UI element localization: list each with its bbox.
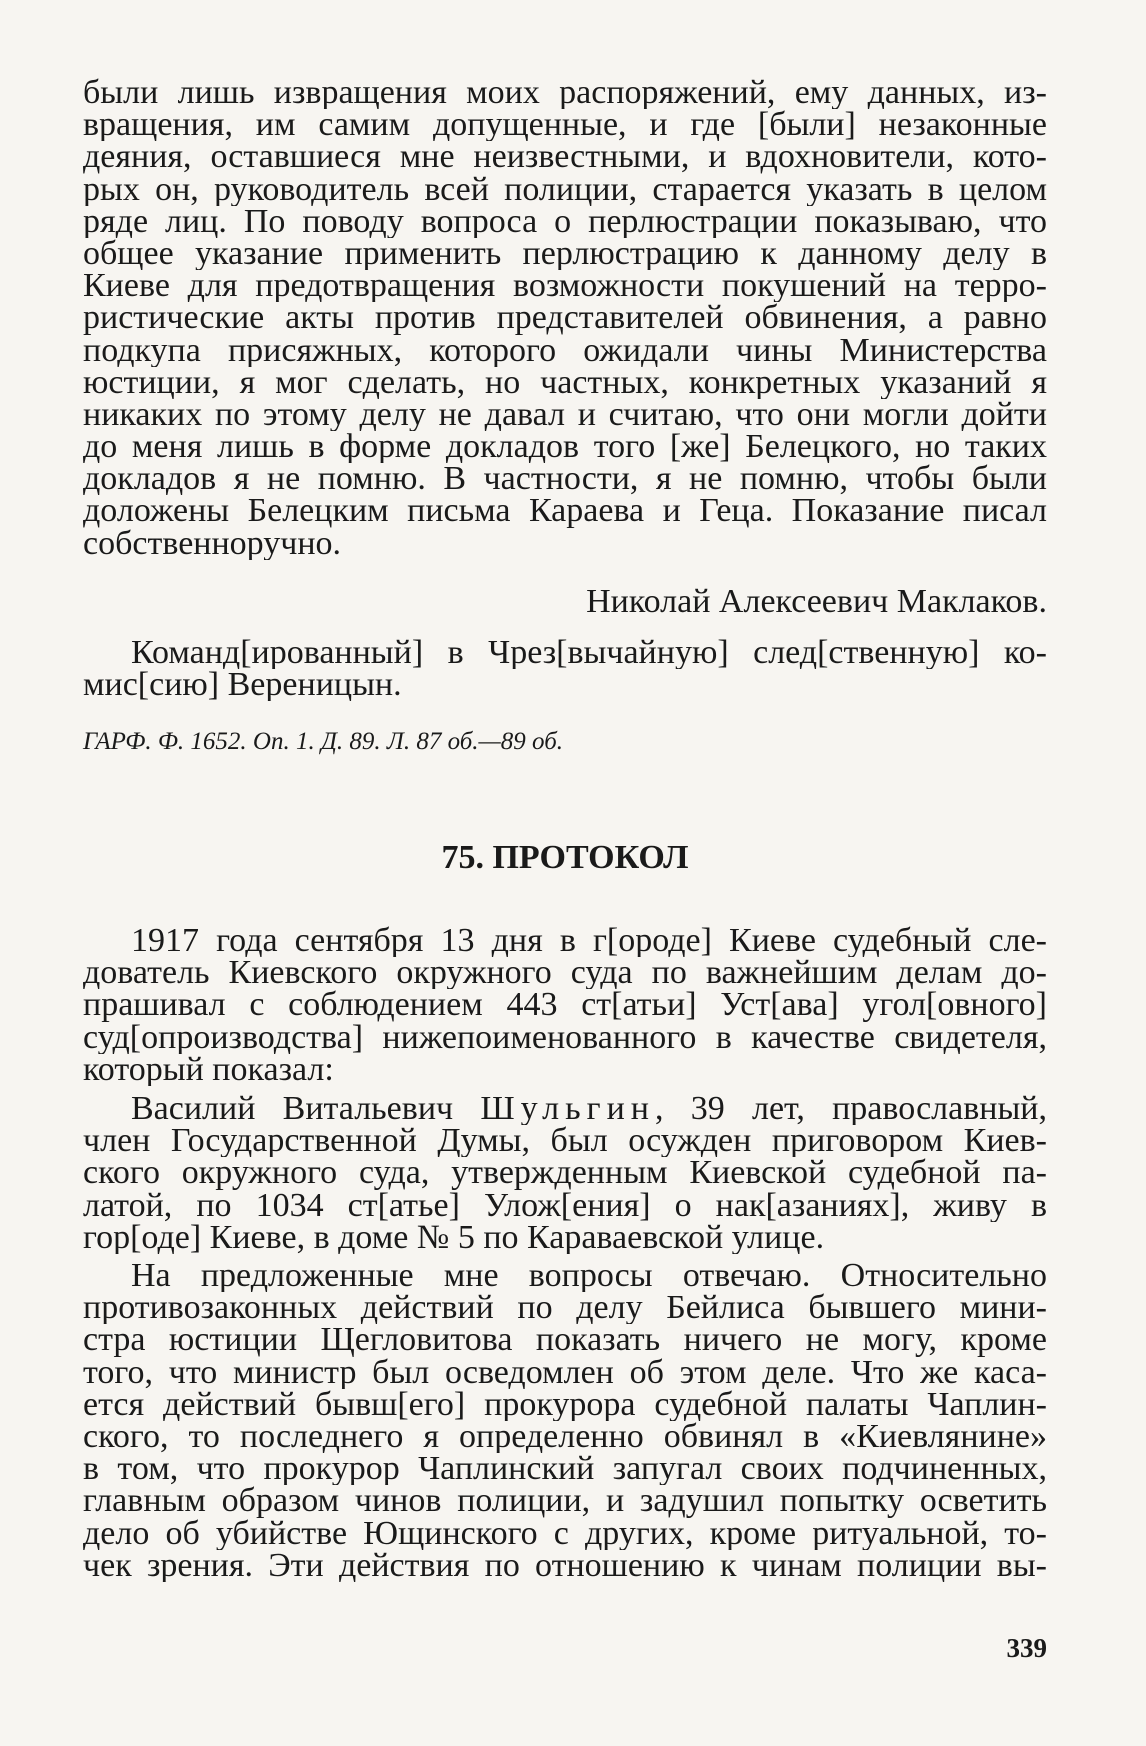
text-line: докладов я не помню. В частности, я не помню, чтобы были [83, 463, 1047, 496]
text-line: того, что министр был осведомлен об этом деле. Что же каса- [83, 1356, 1047, 1389]
text-line: член Государственной Думы, был осужден приговором Киев- [83, 1125, 1047, 1158]
text-line: ского, то последнего я определенно обвинял в «Киевлянине» [83, 1420, 1047, 1454]
text-line: Киеве для предотвращения возможности покушений на терро- [83, 270, 1047, 303]
text-line: Команд[ированный] в Чрез[вычайную] след[ственную] ко- [131, 637, 1047, 670]
paragraph-protocol-intro [83, 925, 1047, 1086]
text-line: никаких по этому делу не давал и считаю, что они могли дойти [83, 398, 1047, 432]
text-line: латой, по 1034 ст[атье] Улож[ения] о нак[азаниях], живу в [83, 1189, 1047, 1222]
paragraph-testimony-end [83, 77, 1047, 560]
text-line: который показал: [83, 1053, 334, 1086]
text-line: деяния, оставшиеся мне неизвестными, и вдохновители, кото- [83, 141, 1047, 174]
text-line: гор[оде] Киеве, в доме № 5 по Караваевской улице. [83, 1221, 825, 1254]
text-line: прашивал с соблюдением 443 ст[атьи] Уст[ава] угол[овного] [83, 989, 1047, 1022]
witness-first-name: Василий Витальевич [131, 1093, 454, 1126]
signature-name: Николай Алексеевич Маклаков. [586, 583, 1047, 620]
paragraph-answers [83, 1260, 1047, 1582]
text-line: ется действий бывш[его] прокурора судебной палаты Чаплин- [83, 1388, 1047, 1421]
witness-surname: Шульгин [480, 1093, 655, 1126]
text-line: вращения, им самим допущенные, и где [были] незаконные [83, 109, 1047, 142]
text-line: 1917 года сентября 13 дня в г[ороде] Киеве судебный сле- [131, 925, 1047, 958]
text-line: ряде лиц. По поводу вопроса о перлюстрации показываю, что [83, 205, 1047, 238]
text-line: доложены Белецким письма Караева и Геца. Показание писал [83, 495, 1047, 528]
text-line: стра юстиции Щегловитова показать ничего не могу, кроме [83, 1324, 1047, 1357]
text-line: дело об убийстве Ющинского с других, кроме ритуальной, то- [83, 1517, 1047, 1550]
text-line: мис[сию] Вереницын. [83, 669, 402, 702]
text-line: ского окружного суда, утвержденным Киевской судебной па- [83, 1157, 1047, 1190]
text-line: дователь Киевского окружного суда по важнейшим делам до- [83, 957, 1047, 990]
text-line: юстиции, я мог сделать, но частных, конкретных указаний я [83, 366, 1047, 399]
archive-source-reference: ГАРФ. Ф. 1652. Оп. 1. Д. 89. Л. 87 об.—89 об. [83, 728, 564, 755]
text-line: собственноручно. [83, 527, 342, 560]
page-number: 339 [1006, 1633, 1047, 1663]
text-line: На предложенные мне вопросы отвечаю. Относительно [131, 1260, 1047, 1293]
text-line: рых он, руководитель всей полиции, старается указать в целом [83, 173, 1047, 206]
paragraph-commissioned [83, 637, 1047, 701]
text-line: были лишь извращения моих распоряжений, ему данных, из- [83, 77, 1047, 110]
text-line: до меня лишь в форме докладов того [же] Белецкого, но таких [83, 431, 1047, 464]
text-line: ристические акты против представителей обвинения, а равно [83, 302, 1047, 335]
witness-details: , 39 лет, православный, [655, 1093, 1047, 1126]
text-line: в том, что прокурор Чаплинский запугал своих подчиненных, [83, 1453, 1047, 1486]
text-line: подкупа присяжных, которого ожидали чины Министерства [83, 334, 1047, 367]
paragraph-witness-identity [83, 1093, 1047, 1254]
witness-line [83, 1093, 1047, 1125]
text-line: главным образом чинов полиции, и задушил попытку осветить [83, 1485, 1047, 1518]
text-line: противозаконных действий по делу Бейлиса бывшего мини- [83, 1292, 1047, 1325]
text-line: общее указание применить перлюстрацию к данному делу в [83, 237, 1047, 271]
document-heading: 75. ПРОТОКОЛ [441, 839, 689, 876]
text-line: чек зрения. Эти действия по отношению к чинам полиции вы- [83, 1549, 1047, 1582]
text-line: суд[опроизводства] нижепоименованного в качестве свидетеля, [83, 1021, 1047, 1054]
